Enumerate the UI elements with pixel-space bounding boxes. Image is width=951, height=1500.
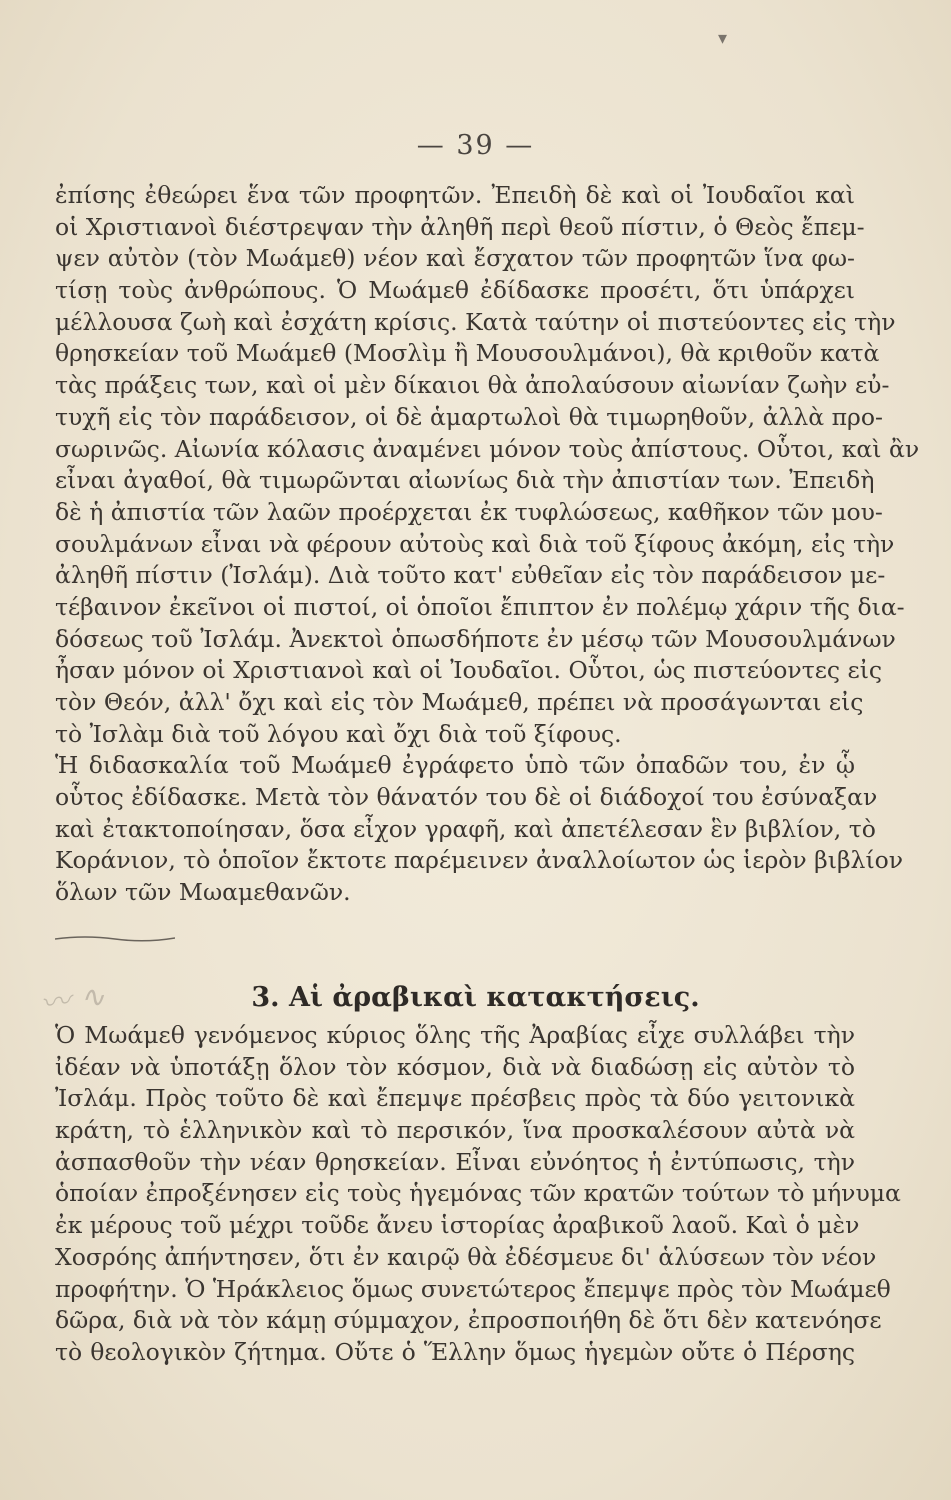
text-line: τίσῃ τοὺς ἀνθρώπους. Ὁ Μωάμεθ ἐδίδασκε προσέτι, ὅτι ὑπάρχει	[55, 276, 855, 305]
text-line: τὸ Ἰσλὰμ διὰ τοῦ λόγου καὶ ὄχι διὰ τοῦ ξίφους.	[55, 719, 622, 748]
paragraph-block-islam-doctrine	[55, 180, 920, 909]
section-heading: 3. Αἱ ἀραβικαὶ κατακτήσεις.	[251, 982, 700, 1013]
text-line: τέβαινον ἐκεῖνοι οἱ πιστοί, οἱ ὁποῖοι ἔπιπτον ἐν πολέμῳ χάριν τῆς δια-	[55, 592, 905, 621]
text-line: ἐκ μέρους τοῦ μέχρι τοῦδε ἄνευ ἱστορίας ἀραβικοῦ λαοῦ. Καὶ ὁ μὲν	[55, 1211, 860, 1240]
text-line: σωρινῶς. Αἰωνία κόλασις ἀναμένει μόνον τοὺς ἀπίστους. Οὗτοι, καὶ ἂν	[55, 434, 920, 463]
text-line: τυχῆ εἰς τὸν παράδεισον, οἱ δὲ ἁμαρτωλοὶ θὰ τιμωρηθοῦν, ἀλλὰ προ-	[55, 402, 883, 431]
text-line: Χοσρόης ἀπήντησεν, ὅτι ἐν καιρῷ θὰ ἐδέσμευε δι' ἁλύσεων τὸν νέον	[55, 1242, 877, 1271]
text-line: Ὁ Μωάμεθ γενόμενος κύριος ὅλης τῆς Ἀραβίας εἶχε συλλάβει τὴν	[55, 1021, 855, 1049]
text-line: τὰς πράξεις των, καὶ οἱ μὲν δίκαιοι θὰ ἀπολαύσουν αἰωνίαν ζωὴν εὐ-	[55, 371, 890, 400]
text-line: τὸ θεολογικὸν ζήτημα. Οὔτε ὁ Ἕλλην ὅμως ἡγεμὼν οὔτε ὁ Πέρσης	[55, 1337, 855, 1366]
text-line: ἀληθῆ πίστιν (Ἰσλάμ). Διὰ τοῦτο κατ' εὐθεῖαν εἰς τὸν παράδεισον με-	[55, 561, 886, 590]
text-line: σουλμάνων εἶναι νὰ φέρουν αὐτοὺς καὶ διὰ τοῦ ξίφους ἀκόμη, εἰς τὴν	[55, 529, 895, 558]
text-line: ὁποίαν ἐπροξένησεν εἰς τοὺς ἡγεμόνας τῶν κρατῶν τούτων τὸ μήνυμα	[55, 1179, 901, 1208]
text-line: ἦσαν μόνον οἱ Χριστιανοὶ καὶ οἱ Ἰουδαῖοι. Οὗτοι, ὡς πιστεύοντες εἰς	[55, 656, 883, 685]
text-line: ἀσπασθοῦν τὴν νέαν θρησκείαν. Εἶναι εὐνόητος ἡ ἐντύπωσις, τὴν	[55, 1147, 855, 1176]
text-line: τὸν Θεόν, ἀλλ' ὄχι καὶ εἰς τὸν Μωάμεθ, πρέπει νὰ προσάγωνται εἰς	[55, 688, 864, 716]
text-line: δόσεως τοῦ Ἰσλάμ. Ἀνεκτοὶ ὁπωσδήποτε ἐν μέσῳ τῶν Μουσουλμάνων	[55, 624, 896, 653]
text-line: οἱ Χριστιανοὶ διέστρεψαν τὴν ἀληθῆ περὶ θεοῦ πίστιν, ὁ Θεὸς ἔπεμ-	[55, 212, 865, 241]
text-line: Κοράνιον, τὸ ὁποῖον ἔκτοτε παρέμεινεν ἀναλλοίωτον ὡς ἱερὸν βιβλίον	[55, 846, 904, 875]
pencil-underline-mark	[55, 933, 175, 945]
text-line: μέλλουσα ζωὴ καὶ ἐσχάτη κρίσις. Κατὰ ταύτην οἱ πιστεύοντες εἰς τὴν	[55, 307, 896, 336]
pencil-scribble-mark: 〰 ∿	[38, 978, 108, 1023]
text-line: ἐπίσης ἐθεώρει ἕνα τῶν προφητῶν. Ἐπειδὴ δὲ καὶ οἱ Ἰουδαῖοι καὶ	[55, 181, 855, 209]
text-line: εἶναι ἀγαθοί, θὰ τιμωρῶνται αἰωνίως διὰ τὴν ἀπιστίαν των. Ἐπειδὴ	[55, 466, 875, 495]
paragraph-block-arab-conquests	[55, 1020, 901, 1369]
text-line: οὗτος ἐδίδασκε. Μετὰ τὸν θάνατόν του δὲ οἱ διάδοχοί του ἐσύναξαν	[55, 783, 878, 812]
text-line: ψεν αὐτὸν (τὸν Μωάμεθ) νέον καὶ ἔσχατον τῶν προφητῶν ἵνα φω-	[55, 244, 855, 273]
text-line: δὲ ἡ ἀπιστία τῶν λαῶν προέρχεται ἐκ τυφλώσεως, καθῆκον τῶν μου-	[55, 497, 883, 526]
text-line: θρησκείαν τοῦ Μωάμεθ (Μοσλὶμ ἢ Μουσουλμάνοι), θὰ κριθοῦν κατὰ	[55, 339, 880, 368]
ink-speck: ▾	[718, 28, 728, 49]
text-line: ἰδέαν νὰ ὑποτάξῃ ὅλον τὸν κόσμον, διὰ νὰ διαδώσῃ εἰς αὐτὸν τὸ	[55, 1052, 855, 1081]
text-line: καὶ ἐτακτοποίησαν, ὅσα εἶχον γραφῆ, καὶ ἀπετέλεσαν ἓν βιβλίον, τὸ	[55, 814, 876, 843]
text-line: Ἰσλάμ. Πρὸς τοῦτο δὲ καὶ ἔπεμψε πρέσβεις πρὸς τὰ δύο γειτονικὰ	[55, 1084, 855, 1113]
text-line: κράτη, τὸ ἑλληνικὸν καὶ τὸ περσικόν, ἵνα προσκαλέσουν αὐτὰ νὰ	[55, 1116, 855, 1145]
page-number: — 39 —	[416, 130, 535, 161]
text-line: ὅλων τῶν Μωαμεθανῶν.	[55, 878, 351, 907]
text-line: προφήτην. Ὁ Ἡράκλειος ὅμως συνετώτερος ἔπεμψε πρὸς τὸν Μωάμεθ	[55, 1274, 891, 1303]
text-line: δῶρα, διὰ νὰ τὸν κάμῃ σύμμαχον, ἐπροσποιήθη δὲ ὅτι δὲν κατενόησε	[55, 1306, 882, 1335]
text-line: Ἡ διδασκαλία τοῦ Μωάμεθ ἐγράφετο ὑπὸ τῶν ὀπαδῶν του, ἐν ᾧ	[55, 751, 855, 780]
